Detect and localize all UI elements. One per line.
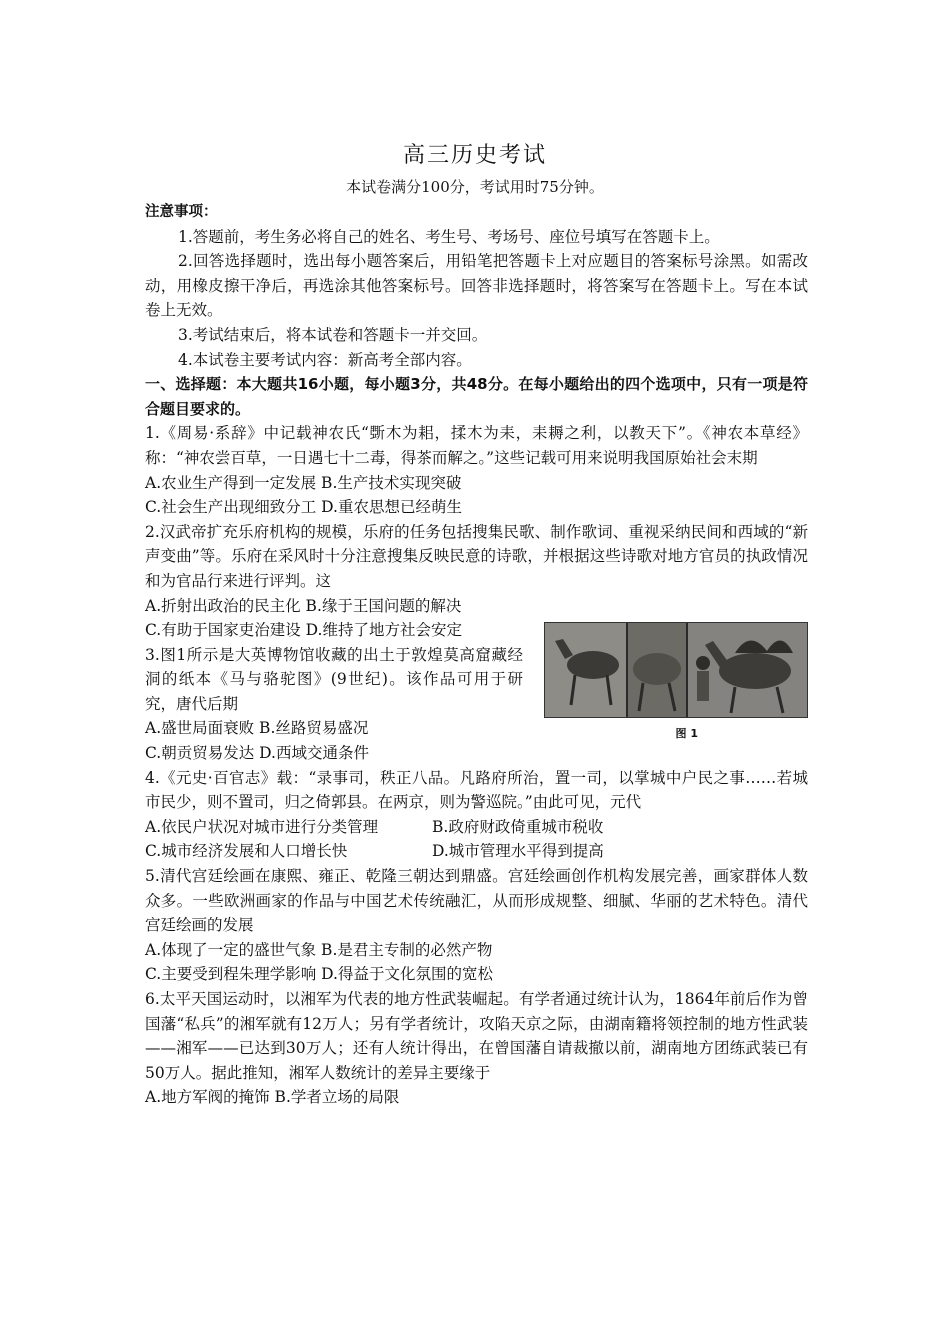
- question-4-option-c: C.城市经济发展和人口增长快: [145, 842, 348, 861]
- notice-item-3: 3.考试结束后，将本试卷和答题卡一并交回。: [178, 325, 488, 344]
- notice-item-2: 2.回答选择题时，选出每小题答案后，用铅笔把答题卡上对应题目的答案标号涂黑。如需改动，用橡皮擦干净后，再选涂其他答案标号。回答非选择题时，将答案写在答题卡上。写在本试卷上无效。: [145, 252, 808, 320]
- exam-subtitle: 本试卷满分100分，考试用时75分钟。: [346, 178, 604, 196]
- question-2-options-cd: C.有助于国家吏治建设 D.维持了地方社会安定: [145, 621, 462, 640]
- figure-caption: 图 1: [675, 727, 698, 741]
- question-3-options-cd: C.朝贡贸易发达 D.西域交通条件: [145, 744, 369, 763]
- figure-block: [145, 618, 808, 766]
- question-4-options-row1: [145, 815, 808, 840]
- question-6-stem: 6.太平天国运动时，以湘军为代表的地方性武装崛起。有学者通过统计认为，1864年前后作为曾国藩“私兵”的湘军就有12万人；另有学者统计，攻陷天京之际，由湖南籍将领控制的地方性武装——湘军——已达到30万人；还有人统计得出，在曾国藩自请裁撤以前，湖南地方团练武装已有50万人。据此推知，湘军人数统计的差异主要缘于: [145, 990, 808, 1082]
- question-1-options-ab: A.农业生产得到一定发展 B.生产技术实现突破: [145, 473, 462, 492]
- question-1-stem: 1.《周易·系辞》中记载神农氏“斲木为耜，揉木为耒，耒耨之利，以教天下”。《神农本草经》称：“神农尝百草，一日遇七十二毒，得茶而解之。”这些记载可用来说明我国原始社会末期: [145, 424, 808, 467]
- exam-title: 高三历史考试: [402, 143, 547, 168]
- question-4-option-d: D.城市管理水平得到提高: [432, 842, 604, 861]
- question-5-stem: 5.清代宫廷绘画在康熙、雍正、乾隆三朝达到鼎盛。宫廷绘画创作机构发展完善，画家群体人数众多。一些欧洲画家的作品与中国艺术传统融汇，从而形成规整、细腻、华丽的艺术特色。清代宫廷绘画的发展: [145, 867, 808, 935]
- question-4-option-b: B.政府财政倚重城市税收: [432, 817, 604, 836]
- question-1-options-cd: C.社会生产出现细致分工 D.重农思想已经萌生: [145, 498, 462, 517]
- question-5-options-ab: A.体现了一定的盛世气象 B.是君主专制的必然产物: [145, 940, 493, 959]
- question-4-options-row2: [145, 839, 808, 864]
- exam-content: [145, 200, 808, 1110]
- question-3-stem: 3.图1所示是大英博物馆收藏的出土于敦煌莫高窟藏经洞的纸本《马与骆驼图》(9世纪)。该作品可用于研究，唐代后期: [145, 645, 523, 713]
- horse-camel-painting: [544, 622, 808, 718]
- question-5-options-cd: C.主要受到程朱理学影响 D.得益于文化氛围的宽松: [145, 965, 493, 984]
- question-4-stem: 4.《元史·百官志》载：“录事司，秩正八品。凡路府所治，置一司，以掌城中户民之事……若城市民少，则不置司，归之倚郭县。在两京，则为警巡院。”由此可见，元代: [145, 768, 808, 812]
- painting-illustration: [545, 623, 807, 717]
- question-3-options-ab: A.盛世局面衰败 B.丝路贸易盛况: [145, 719, 369, 738]
- notice-heading: 注意事项：: [145, 204, 218, 220]
- question-4-option-a: A.依民户状况对城市进行分类管理: [145, 817, 379, 836]
- question-6-options-ab: A.地方军阀的掩饰 B.学者立场的局限: [145, 1088, 400, 1107]
- question-2-stem: 2.汉武帝扩充乐府机构的规模，乐府的任务包括搜集民歌、制作歌词、重视采纳民间和西域的“新声变曲”等。乐府在采风时十分注意搜集反映民意的诗歌，并根据这些诗歌对地方官员的执政情况和为官品行来进行评判。这: [145, 522, 808, 590]
- section-heading: 一、选择题：本大题共16小题，每小题3分，共48分。在每小题给出的四个选项中，只有一项是符合题目要求的。: [145, 375, 808, 418]
- notice-item-4: 4.本试卷主要考试内容：新高考全部内容。: [178, 350, 472, 369]
- question-2-options-ab: A.折射出政治的民主化 B.缘于王国问题的解决: [145, 596, 462, 615]
- notice-item-1: 1.答题前，考生务必将自己的姓名、考生号、考场号、座位号填写在答题卡上。: [178, 227, 720, 246]
